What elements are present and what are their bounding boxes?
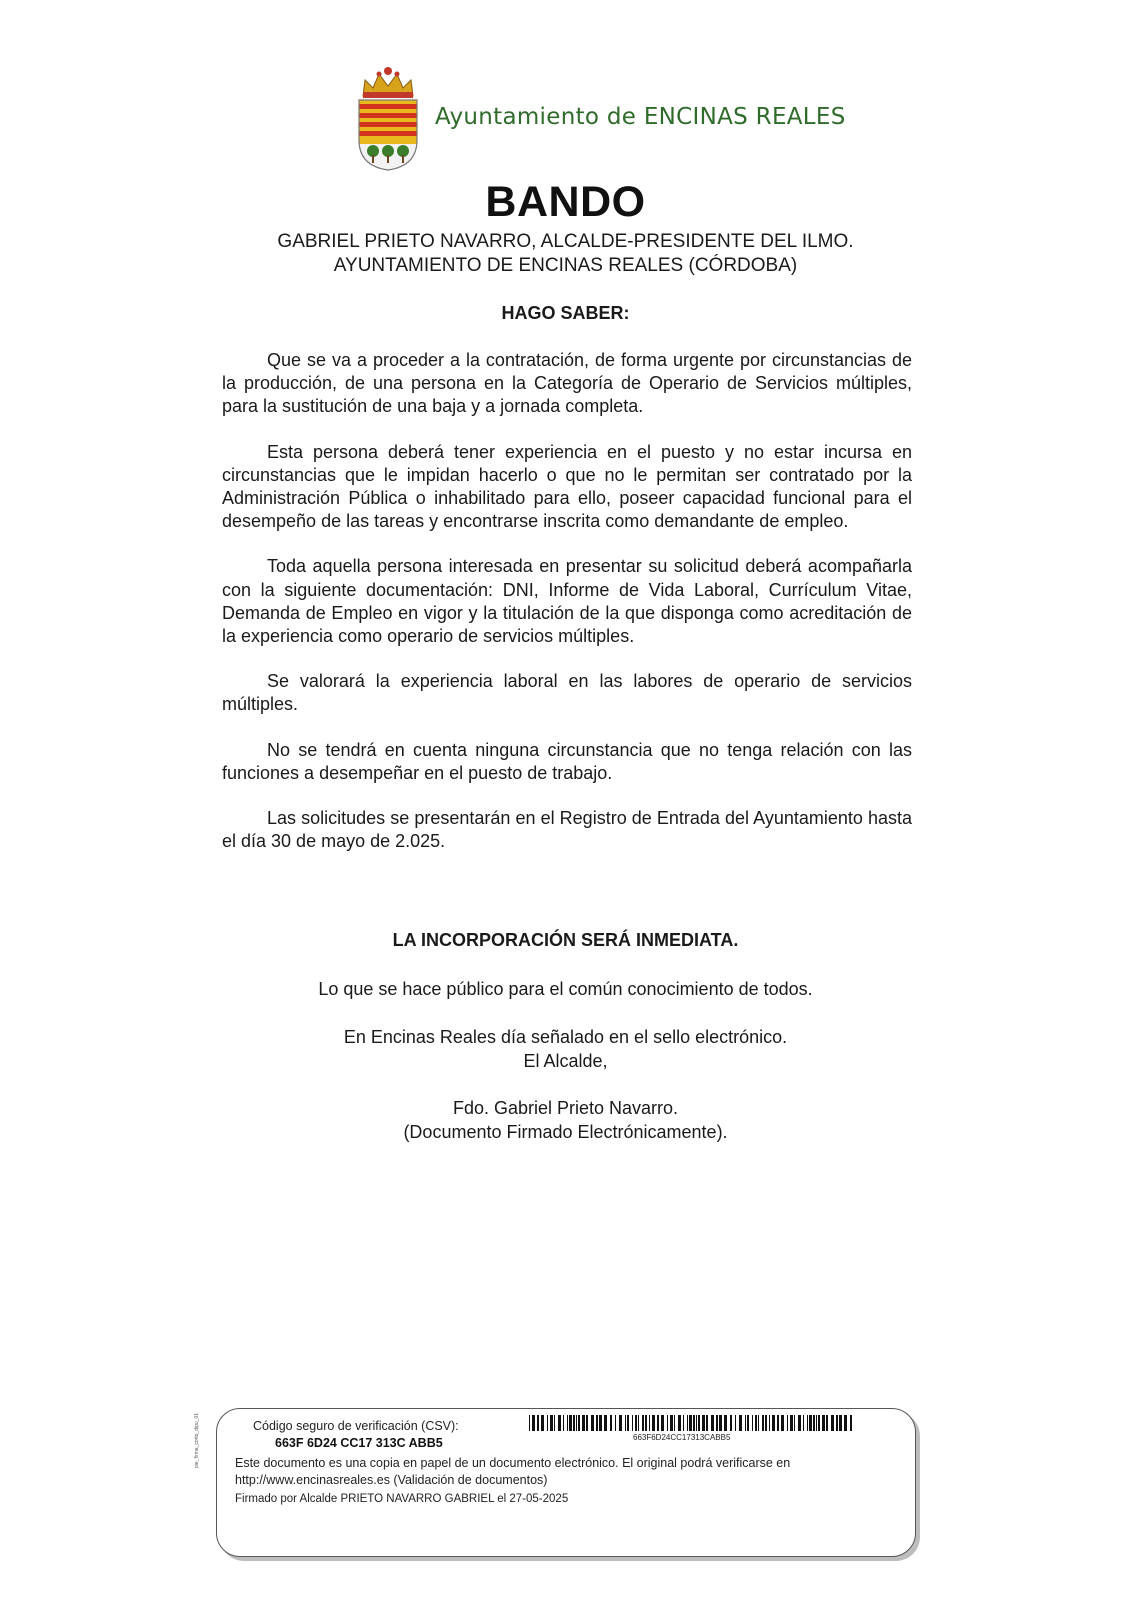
barcode-bar [661,1415,664,1431]
barcode-bar [831,1415,834,1431]
paragraph: Toda aquella persona interesada en presentar su solicitud deberá acompañarla con la siguiente documentación: DNI, Informe de Vida Laboral, Currículum Vitae, Demanda de Empleo en vigor y la titulación de la que disponga como acreditación de la experiencia como operario de servicios múltiples. [222,556,912,647]
barcode-bar [747,1415,749,1431]
barcode-bar [615,1415,616,1431]
verification-note-line-2: http://www.encinasreales.es (Validación de documentos) [235,1473,548,1487]
verification-note-line-1: Este documento es una copia en papel de un documento electrónico. El original podrá verificarse en [235,1456,791,1470]
barcode-bar [632,1415,633,1431]
barcode-bar [758,1415,759,1431]
document-title: BANDO [485,178,646,226]
document-body [222,349,912,875]
barcode-bar [563,1415,564,1431]
barcode-bar [638,1415,639,1431]
barcode-bar [698,1415,700,1431]
barcode-bar [850,1415,852,1431]
issuer-line-2: AYUNTAMIENTO DE ENCINAS REALES (CÓRDOBA) [333,255,798,276]
barcode-bar [683,1415,684,1431]
barcode-bar [582,1415,585,1431]
barcode-bar [813,1415,815,1431]
barcode-bar [573,1415,575,1431]
barcode-bar [596,1415,598,1431]
role-line: El Alcalde, [523,1051,608,1071]
barcode-bar [599,1415,602,1431]
barcode-bar [730,1415,732,1431]
barcode-bar [803,1415,804,1431]
paragraph: No se tendrá en cuenta ninguna circunstancia que no tenga relación con las funciones a desempeñar en el puesto de trabajo. [222,739,912,783]
barcode-bar [627,1415,629,1431]
place-and-role [0,1025,1131,1073]
barcode-icon [529,1415,855,1431]
barcode-bar [772,1415,775,1431]
barcode-bar [809,1415,812,1431]
barcode-bar [769,1415,770,1431]
paragraph: Se valorará la experiencia laboral en las labores de operario de servicios múltiples. [222,671,912,715]
barcode-bar [765,1415,767,1431]
barcode-bar [674,1415,675,1431]
barcode-bar [635,1415,637,1431]
signature-name: Fdo. Gabriel Prieto Navarro. [452,1098,679,1118]
barcode-bar [576,1415,577,1431]
barcode-bar [529,1415,530,1431]
barcode-bar [591,1415,594,1431]
barcode-bar [558,1415,561,1431]
barcode-bar [826,1415,828,1431]
barcode-bar [739,1415,742,1431]
barcode-bar [818,1415,820,1431]
barcode-bar [716,1415,718,1431]
paragraph: Esta persona deberá tener experiencia en el puesto y no estar incursa en circunstancias que le impidan hacerlo o que no le permitan ser contratado por la Administración Pública o inhabilitado para ello, poseer capacidad funcional para el desempeño de las tareas y encontrarse inscrita como demandante de empleo. [222,441,912,532]
barcode-bar [752,1415,753,1431]
letterhead [355,62,855,172]
barcode-bar [578,1415,580,1431]
barcode-bar [689,1415,692,1431]
barcode-bar [586,1415,588,1431]
barcode-bar [625,1415,626,1431]
barcode-bar [532,1415,535,1431]
barcode-bar [755,1415,757,1431]
issuer-heading [0,230,1131,278]
place-line: En Encinas Reales día señalado en el sello electrónico. [343,1027,788,1047]
coat-of-arms-icon [355,62,421,172]
barcode-bar [844,1415,847,1431]
organization-name: Ayuntamiento de ENCINAS REALES [435,104,846,130]
barcode-bar [642,1415,644,1431]
barcode-bar [541,1415,544,1431]
barcode-bar [567,1415,568,1431]
paragraph: Las solicitudes se presentarán en el Registro de Entrada del Ayuntamiento hasta el día 30 de mayo de 2.025. [222,808,912,852]
barcode-bar [693,1415,695,1431]
signature-note: (Documento Firmado Electrónicamente). [403,1122,728,1142]
barcode-bar [696,1415,697,1431]
barcode-bar [807,1415,808,1431]
paragraph: Que se va a proceder a la contratación, de forma urgente por circunstancias de la producción, de una persona en la Categoría de Operario de Servicios múltiples, para la sustitución de una baja y a jornada completa. [222,350,912,417]
barcode-bar [711,1415,714,1431]
barcode-bar [678,1415,681,1431]
barcode-bar [687,1415,688,1431]
barcode-bar [745,1415,746,1431]
barcode-bar [537,1415,539,1431]
barcode-text: 663F6D24CC17313CABB5 [633,1433,731,1442]
barcode-bar [547,1415,548,1431]
barcode-bar [735,1415,736,1431]
csv-label: Código seguro de verificación (CSV): [253,1419,459,1433]
barcode-bar [649,1415,650,1431]
barcode-bar [822,1415,825,1431]
barcode-bar [790,1415,793,1431]
barcode-bar [657,1415,659,1431]
barcode-bar [787,1415,788,1431]
barcode-bar [719,1415,722,1431]
barcode-bar [839,1415,842,1431]
issuer-line-1: GABRIEL PRIETO NAVARRO, ALCALDE-PRESIDENTE DEL ILMO. [277,231,854,252]
barcode-bar [610,1415,612,1431]
barcode-bar [777,1415,779,1431]
barcode-bar [794,1415,795,1431]
barcode-bar [554,1415,555,1431]
verification-box [216,1408,916,1557]
barcode-bar [816,1415,817,1431]
barcode-bar [762,1415,764,1431]
signed-by-line: Firmado por Alcalde PRIETO NAVARRO GABRIEL el 27-05-2025 [235,1493,569,1505]
barcode-bar [706,1415,708,1431]
barcode-bar [619,1415,622,1431]
barcode-bar [667,1415,668,1431]
barcode-bar [781,1415,784,1431]
barcode-bar [836,1415,838,1431]
hago-saber-heading: HAGO SABER: [501,303,630,323]
signature-block [0,1096,1131,1144]
barcode-bar [604,1415,607,1431]
barcode-bar [645,1415,647,1431]
side-tag: pie_firma_corto_dipu_01 [194,1412,200,1468]
barcode-bar [550,1415,553,1431]
barcode-bar [702,1415,705,1431]
barcode-bar [724,1415,727,1431]
barcode-bar [652,1415,655,1431]
verification-note [235,1455,790,1489]
barcode-bar [670,1415,673,1431]
csv-code: 663F 6D24 CC17 313C ABB5 [275,1436,443,1450]
public-notice-line: Lo que se hace público para el común conocimiento de todos. [318,979,813,999]
barcode-bar [569,1415,572,1431]
incorporation-notice: LA INCORPORACIÓN SERÁ INMEDIATA. [392,930,739,950]
barcode-bar [798,1415,801,1431]
